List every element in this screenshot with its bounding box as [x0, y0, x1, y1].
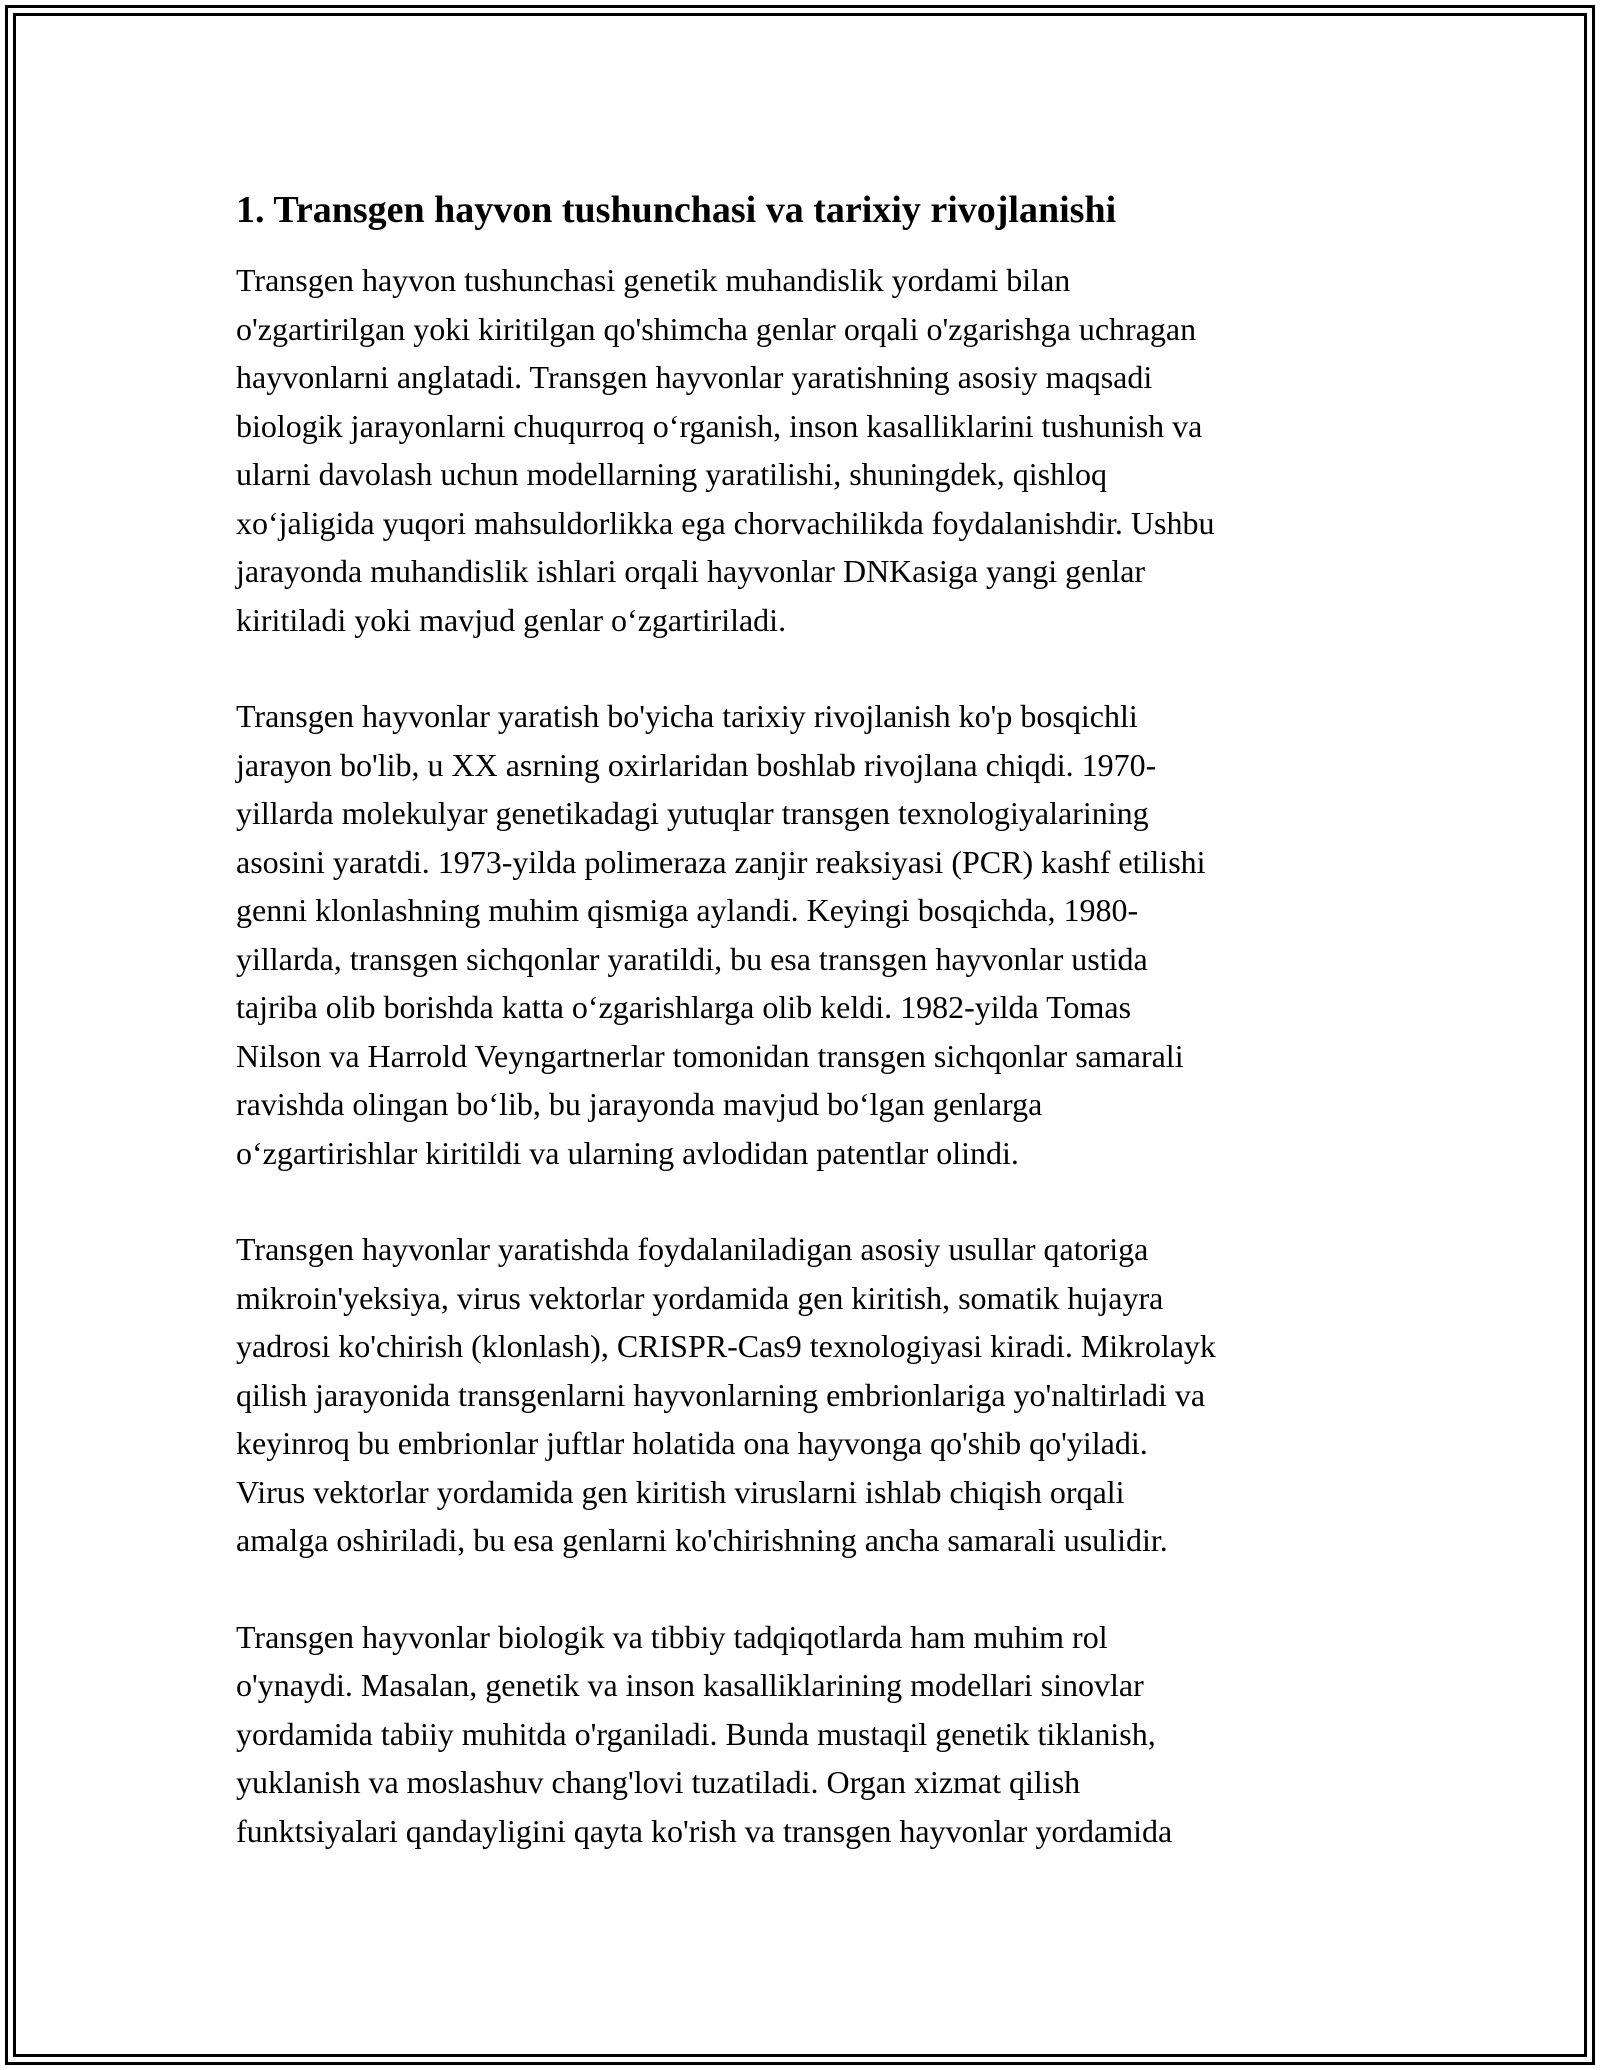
text-line: Nilson va Harrold Veyngartnerlar tomonidan transgen sichqonlar samarali [236, 1037, 1184, 1074]
text-line: yillarda, transgen sichqonlar yaratildi, bu esa transgen hayvonlar ustida [236, 940, 1148, 977]
paragraph [236, 692, 1366, 1177]
text-line: ravishda olingan bo‘lib, bu jarayonda mavjud bo‘lgan genlarga [236, 1086, 1043, 1122]
text-line: kiritiladi yoki mavjud genlar o‘zgartiriladi. [236, 601, 787, 638]
text-line: mikroin'yeksiya, virus vektorlar yordamida gen kiritish, somatik hujayra [236, 1279, 1164, 1316]
text-line: yuklanish va moslashuv chang'lovi tuzatiladi. Organ xizmat qilish [236, 1764, 1081, 1800]
text-line: qilish jarayonida transgenlarni hayvonlarning embrionlariga yo'naltirladi va [236, 1376, 1206, 1413]
paragraph [236, 1613, 1366, 1856]
paragraph [236, 256, 1366, 644]
text-line: yadrosi ko'chirish (klonlash), CRISPR-Cas9 texnologiyasi kiradi. Mikrolayk [236, 1328, 1216, 1364]
text-line: amalga oshiriladi, bu esa genlarni ko'chirishning ancha samarali usulidir. [236, 1522, 1168, 1558]
text-line: biologik jarayonlarni chuqurroq o‘rganish, inson kasalliklarini tushunish va [236, 407, 1203, 444]
text-line: Transgen hayvonlar biologik va tibbiy tadqiqotlarda ham muhim rol [236, 1618, 1108, 1655]
text-line: yordamida tabiiy muhitda o'rganiladi. Bunda mustaqil genetik tiklanish, [236, 1715, 1156, 1752]
text-line: Virus vektorlar yordamida gen kiritish viruslarni ishlab chiqish orqali [236, 1473, 1125, 1510]
text-line: ularni davolash uchun modellarning yaratilishi, shuningdek, qishloq [236, 456, 1107, 492]
text-line: genni klonlashning muhim qismiga aylandi. Keyingi bosqichda, 1980- [236, 892, 1139, 928]
text-line: Transgen hayvon tushunchasi genetik muhandislik yordami bilan [236, 262, 1071, 298]
text-line: tajriba olib borishda katta o‘zgarishlarga olib keldi. 1982-yilda Tomas [236, 989, 1132, 1025]
paragraph [236, 1225, 1366, 1565]
text-line: o‘zgartirishlar kiritildi va ularning avlodidan patentlar olindi. [236, 1134, 1019, 1171]
text-line: Transgen hayvonlar yaratish bo'yicha tarixiy rivojlanish ko'p bosqichli [236, 698, 1138, 734]
text-line: xo‘jaligida yuqori mahsuldorlikka ega chorvachilikda foydalanishdir. Ushbu [236, 504, 1215, 541]
text-line: asosini yaratdi. 1973-yilda polimeraza zanjir reaksiyasi (PCR) kashf etilishi [236, 843, 1206, 880]
text-line: keyinroq bu embrionlar juftlar holatida ona hayvonga qo'shib qo'yiladi. [236, 1425, 1148, 1461]
text-line: jarayon bo'lib, u XX asrning oxirlaridan boshlab rivojlana chiqdi. 1970- [236, 746, 1157, 783]
document-body [236, 186, 1366, 1903]
text-line: Transgen hayvonlar yaratishda foydalaniladigan asosiy usullar qatoriga [236, 1231, 1149, 1267]
text-line: yillarda molekulyar genetikadagi yutuqlar transgen texnologiyalarining [236, 795, 1149, 831]
text-line: o'zgartirilgan yoki kiritilgan qo'shimcha genlar orqali o'zgarishga uchragan [236, 310, 1197, 347]
text-line: jarayonda muhandislik ishlari orqali hayvonlar DNKasiga yangi genlar [236, 553, 1146, 589]
section-title: 1. Transgen hayvon tushunchasi va tarixiy rivojlanishi [236, 189, 1117, 231]
text-line: o'ynaydi. Masalan, genetik va inson kasalliklarining modellari sinovlar [236, 1667, 1144, 1703]
text-line: hayvonlarni anglatadi. Transgen hayvonlar yaratishning asosiy maqsadi [236, 359, 1153, 395]
text-line: funktsiyalari qandayligini qayta ko'rish va transgen hayvonlar yordamida [236, 1812, 1173, 1849]
